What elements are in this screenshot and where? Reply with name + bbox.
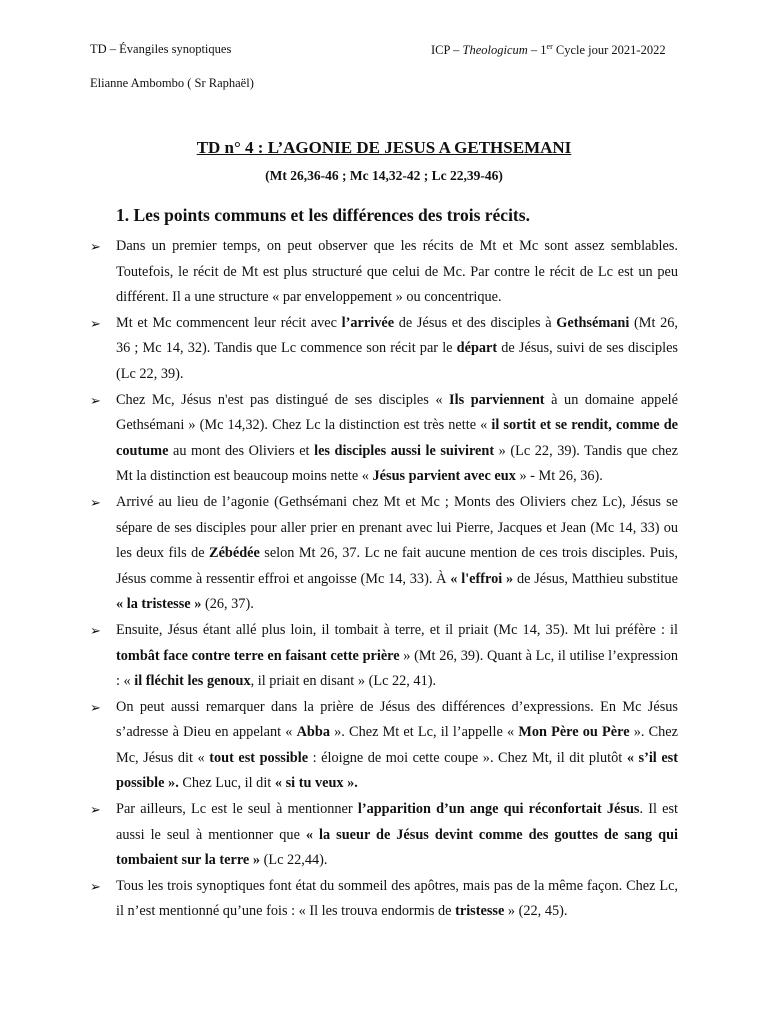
bullet-text-run: Ils parviennent (449, 391, 545, 408)
bullet-text-run: On peut aussi remarquer dans la prière de Jésus des différences d’expressions. En Mc Jésus s’adresse à Dieu en appelant « (116, 698, 678, 741)
bullet-item (90, 311, 678, 388)
bullet-text-run: Ensuite, Jésus étant allé plus loin, il tombait à terre, et il priait (Mc 14, 35). Mt lui préfère : il (116, 621, 678, 638)
header-author: Elianne Ambombo ( Sr Raphaël) (90, 76, 254, 90)
bullet-text-run: Tous les trois synoptiques font état du sommeil des apôtres, mais pas de la même façon. Chez Lc, il n’est mentionné qu’une fois : « Il les trouva endormis de (116, 877, 678, 920)
header-institution: ICP – Theologicum – 1er Cycle jour 2021-2022 (431, 42, 666, 58)
bullet-text-run: départ (456, 340, 498, 357)
bullet-text-run: Abba (296, 724, 330, 741)
bullet-text-run: « s’il est possible ». (116, 749, 678, 792)
bullet-text-run: de Jésus et des disciples à (394, 314, 557, 331)
bullet-text-run: (26, 37). (201, 596, 254, 613)
bullet-text-run: ». Chez Mc, Jésus dit « (116, 724, 678, 766)
bullet-text-run: Par ailleurs, Lc est le seul à mentionner (116, 801, 358, 818)
arrow-bullet-icon: ➢ (90, 622, 101, 638)
arrow-bullet-icon: ➢ (90, 802, 101, 818)
bullet-text-run: l’arrivée (341, 314, 395, 331)
bullet-text-run: Dans un premier temps, on peut observer que les récits de Mt et Mc sont assez semblables. Toutefois, le récit de Mt est plus structuré que celui de Mc. Par contre le récit de Lc est un peu différent. Il a une structure « par enveloppement » ou concentrique. (116, 238, 678, 306)
bullet-item (90, 388, 678, 490)
bullet-text-run: » - Mt 26, 36). (515, 468, 603, 485)
bullet-text-run: » (Lc 22, 39). Tandis que chez Mt la distinction est beaucoup moins nette « (116, 442, 679, 485)
bullet-text-run: « si tu veux ». (274, 775, 358, 792)
bullet-text-run: (Mt 26, 36 ; Mc 14, 32). Tandis que Lc commence son récit par le (116, 314, 679, 357)
document-title: TD n° 4 : L’AGONIE DE JESUS A GETHSEMANI (196, 138, 572, 157)
bullet-text-run: » (22, 45). (504, 903, 568, 920)
bullet-text-run: Chez Mc, Jésus n'est pas distingué de ses disciples « (116, 391, 450, 408)
bullet-text-run: . Il est aussi le seul à mentionner que (116, 801, 678, 843)
bullet-item (90, 695, 678, 797)
bullet-text-run: Jésus parvient avec eux (372, 468, 516, 485)
bullet-item (90, 234, 678, 311)
bullet-text-run: tombât face contre terre en faisant cette prière (116, 647, 400, 664)
bullet-text-run: les disciples aussi le suivirent (314, 442, 495, 459)
bullet-item (90, 874, 678, 925)
bullet-item (90, 797, 678, 874)
arrow-bullet-icon: ➢ (90, 392, 101, 408)
bullet-text-run: à un domaine appelé Gethsémani » (Mc 14,32). Chez Lc la distinction est très nette « (116, 391, 678, 434)
bullet-text-run: , il priait en disant » (Lc 22, 41). (250, 673, 437, 690)
bullet-text-run: tout est possible (209, 749, 309, 766)
bullet-text-run: il sortit et se rendit, comme de coutume (116, 417, 678, 459)
bullet-text-run: Zébédée (209, 545, 260, 562)
arrow-bullet-icon: ➢ (90, 494, 101, 510)
bullet-text-run: de Jésus, suivi de ses disciples (Lc 22, 39). (116, 340, 678, 382)
arrow-bullet-icon: ➢ (90, 699, 101, 715)
bullet-text-run: Gethsémani (556, 314, 630, 331)
bullet-text-run: au mont des Oliviers et (168, 442, 315, 459)
section-heading: 1. Les points communs et les différences des trois récits. (116, 205, 530, 225)
bullet-item (90, 618, 678, 695)
bullet-text-run: (Lc 22,44). (260, 852, 328, 869)
bullet-text-run: l’apparition d’un ange qui réconfortait Jésus (357, 801, 640, 818)
header-course: TD – Évangiles synoptiques (90, 42, 232, 56)
bullet-text-run: « la sueur de Jésus devint comme des gouttes de sang qui tombaient sur la terre » (116, 826, 678, 869)
bullet-list (90, 234, 678, 925)
bullet-text-run: Mt et Mc commencent leur récit avec (116, 314, 342, 331)
document-subtitle: (Mt 26,36-46 ; Mc 14,32-42 ; Lc 22,39-46) (265, 168, 503, 183)
arrow-bullet-icon: ➢ (90, 315, 101, 331)
arrow-bullet-icon: ➢ (90, 239, 101, 254)
bullet-text-run: « l'effroi » (450, 570, 514, 587)
bullet-text-run: de Jésus, Matthieu substitue (513, 570, 678, 587)
bullet-text-run: « la tristesse » (116, 596, 202, 613)
bullet-text-run: Chez Luc, il dit (178, 775, 275, 792)
bullet-text-run: selon Mt 26, 37. Lc ne fait aucune mention de ces trois disciples. Puis, Jésus comme à ressentir effroi et angoisse (Mc 14, 33). À (116, 545, 678, 587)
arrow-bullet-icon: ➢ (90, 878, 101, 894)
bullet-text-run: Mon Père ou Père (518, 724, 630, 741)
bullet-item (90, 490, 678, 618)
bullet-text-run: ». Chez Mt et Lc, il l’appelle « (329, 724, 519, 741)
bullet-text-run: » (Mt 26, 39). Quant à Lc, il utilise l’expression : « (116, 647, 678, 690)
bullet-text-run: il fléchit les genoux (134, 673, 251, 690)
bullet-text-run: : éloigne de moi cette coupe ». Chez Mt, il dit plutôt (308, 749, 627, 766)
bullet-text-run: Arrivé au lieu de l’agonie (Gethsémani chez Mt et Mc ; Monts des Oliviers chez Lc), Jésus se sépare de ses disciples pour aller prier en prenant avec lui Pierre, Jacques et Jean (Mc 14, 33) ou les deux fils de (116, 493, 678, 562)
bullet-text-run: tristesse (455, 903, 505, 920)
